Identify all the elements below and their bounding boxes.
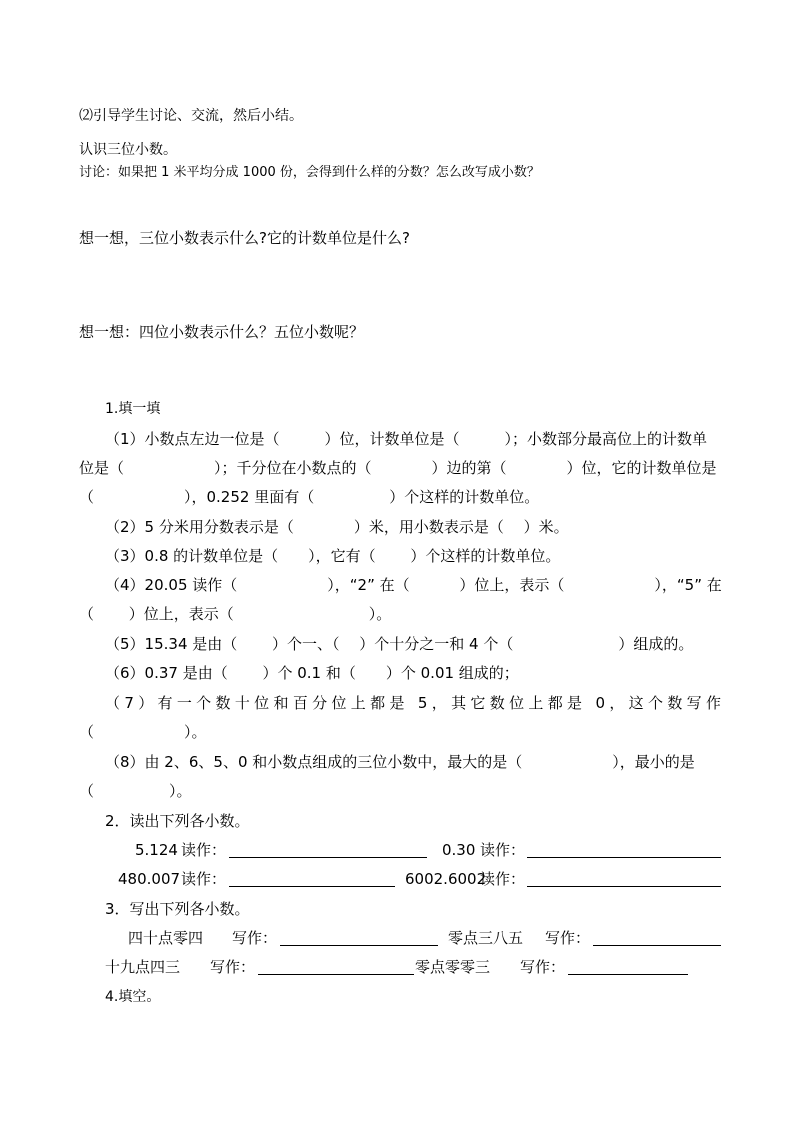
question-8-line-a: （8）由 2、6、5、0 和小数点组成的三位小数中，最大的是（ ），最小的是 xyxy=(105,753,695,771)
answer-blank[interactable] xyxy=(527,872,721,887)
section-3-title: 3．写出下列各小数。 xyxy=(105,900,250,918)
question-7-line-b: （ ）。 xyxy=(79,723,207,741)
question-4-line-b: （ ）位上，表示（ ）。 xyxy=(79,605,392,623)
question-1-line-c: （ ），0.252 里面有（ ）个这样的计数单位。 xyxy=(79,488,540,506)
answer-blank[interactable] xyxy=(527,843,721,858)
read-item-label: 读作： xyxy=(181,870,227,888)
answer-blank[interactable] xyxy=(568,960,688,975)
section-1-title: 1.填一填 xyxy=(105,401,161,417)
write-item-label: 写作： xyxy=(232,929,278,947)
question-2: （2）5 分米用分数表示是（ ）米，用小数表示是（ ）米。 xyxy=(105,518,569,536)
write-item-words: 十九点四三 xyxy=(105,958,181,976)
read-item-number: 0.30 xyxy=(442,841,476,859)
intro-line-1: ⑵引导学生讨论、交流，然后小结。 xyxy=(79,108,303,124)
write-item-words: 零点三八五 xyxy=(448,929,524,947)
read-item-number: 5.124 xyxy=(135,841,178,859)
think-question-2: 想一想：四位小数表示什么？五位小数呢？ xyxy=(79,323,365,341)
write-item-label: 写作： xyxy=(545,929,591,947)
answer-blank[interactable] xyxy=(280,931,438,946)
question-5: （5）15.34 是由（ ）个一、（ ）个十分之一和 4 个（ ）组成的。 xyxy=(105,635,694,653)
read-item-number: 480.007 xyxy=(118,870,181,888)
question-7-line-a: （7）有一个数十位和百分位上都是 5，其它数位上都是 0，这个数写作 xyxy=(105,694,721,712)
write-item-label: 写作： xyxy=(210,958,256,976)
section-4-title: 4.填空。 xyxy=(105,989,161,1005)
write-item-label: 写作： xyxy=(520,958,566,976)
read-item-label: 读作： xyxy=(480,870,526,888)
read-item-number: 6002.6002 xyxy=(405,870,487,888)
section-2-title: 2．读出下列各小数。 xyxy=(105,812,250,830)
answer-blank[interactable] xyxy=(258,960,414,975)
think-question-1: 想一想，三位小数表示什么?它的计数单位是什么? xyxy=(79,229,410,247)
intro-line-3: 讨论：如果把 1 米平均分成 1000 份，会得到什么样的分数？怎么改写成小数？ xyxy=(79,165,540,180)
intro-line-2: 认识三位小数。 xyxy=(79,142,177,158)
question-3: （3）0.8 的计数单位是（ ），它有（ ）个这样的计数单位。 xyxy=(105,547,561,565)
answer-blank[interactable] xyxy=(229,872,395,887)
answer-blank[interactable] xyxy=(593,931,721,946)
read-item-label: 读作： xyxy=(181,841,227,859)
read-item-label: 读作： xyxy=(480,841,526,859)
question-1-line-b: 位是（ ）；千分位在小数点的（ ）边的第（ ）位，它的计数单位是 xyxy=(79,459,717,477)
question-4-line-a: （4）20.05 读作（ ），“2” 在（ ）位上，表示（ ），“5” 在 xyxy=(105,576,722,594)
write-item-words: 四十点零四 xyxy=(128,929,204,947)
question-8-line-b: （ ）。 xyxy=(79,782,192,800)
question-1-line-a: （1）小数点左边一位是（ ）位，计数单位是（ ）；小数部分最高位上的计数单 xyxy=(105,430,708,448)
write-item-words: 零点零零三 xyxy=(415,958,491,976)
question-6: （6）0.37 是由（ ）个 0.1 和（ ）个 0.01 组成的； xyxy=(105,664,519,682)
answer-blank[interactable] xyxy=(229,843,427,858)
